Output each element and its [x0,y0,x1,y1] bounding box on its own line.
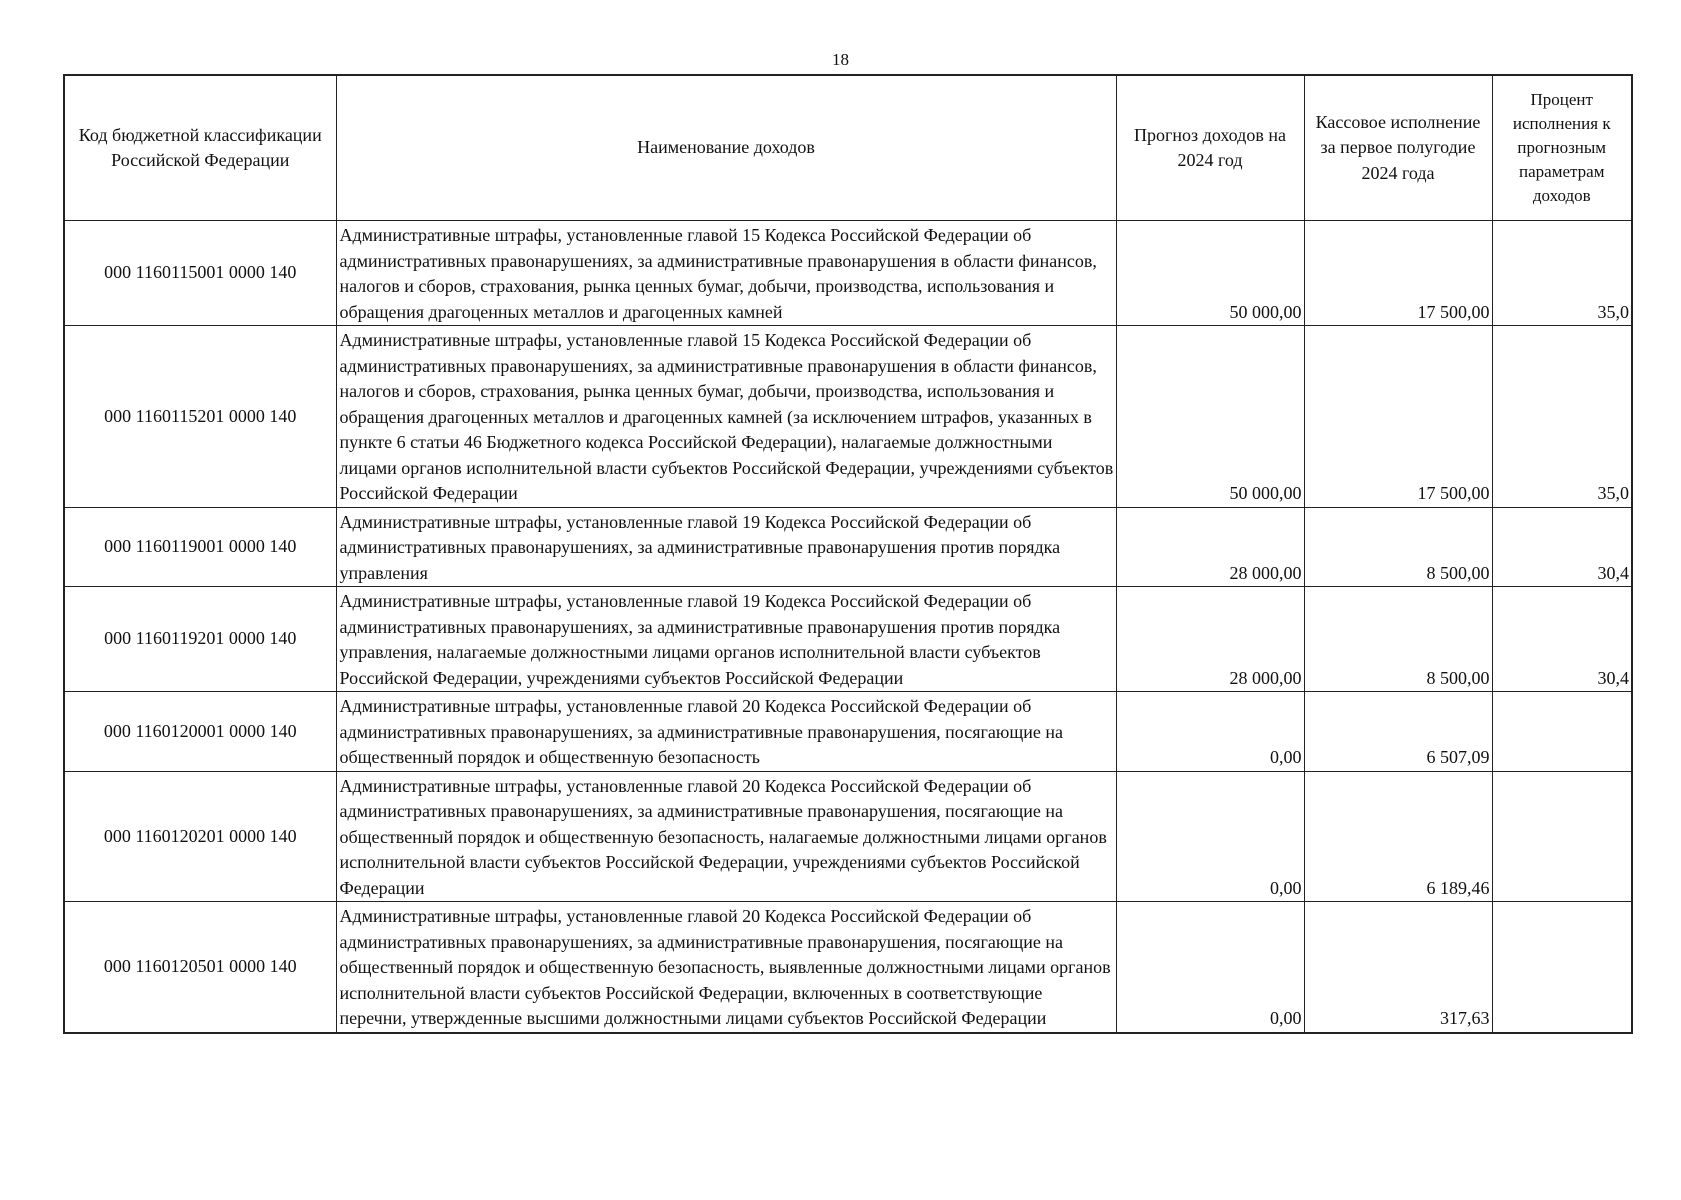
row-code: 000 1160115201 0000 140 [64,326,336,508]
header-name: Наименование доходов [336,75,1116,221]
row-code: 000 1160119001 0000 140 [64,507,336,587]
row-execution: 17 500,00 [1304,326,1492,508]
header-percent: Процент исполнения к прогнозным параметрам доходов [1492,75,1632,221]
header-code: Код бюджетной классификации Российской Федерации [64,75,336,221]
table-row [64,692,1632,772]
row-percent: 30,4 [1492,587,1632,692]
row-name: Административные штрафы, установленные главой 20 Кодекса Российской Федерации об административных правонарушениях, за административные правонарушения, посягающие на общественный порядок и общественную безопасность [336,692,1116,772]
row-name: Административные штрафы, установленные главой 19 Кодекса Российской Федерации об административных правонарушениях, за административные правонарушения против порядка управления [336,507,1116,587]
row-execution: 8 500,00 [1304,507,1492,587]
page-number: 18 [832,50,849,69]
row-code: 000 1160115001 0000 140 [64,221,336,326]
row-name: Административные штрафы, установленные главой 15 Кодекса Российской Федерации об административных правонарушениях, за административные правонарушения в области финансов, налогов и сборов, страхования, рынка ценных бумаг, добычи, производства, использования и обращения драгоценных металлов и драгоценных камней [336,221,1116,326]
row-percent [1492,692,1632,772]
row-percent: 30,4 [1492,507,1632,587]
row-percent: 35,0 [1492,221,1632,326]
table-row [64,902,1632,1033]
row-code: 000 1160120501 0000 140 [64,902,336,1033]
header-execution: Кассовое исполнение за первое полугодие 2024 года [1304,75,1492,221]
row-execution: 6 507,09 [1304,692,1492,772]
row-forecast: 0,00 [1116,902,1304,1033]
row-forecast: 50 000,00 [1116,221,1304,326]
row-forecast: 28 000,00 [1116,587,1304,692]
row-percent [1492,771,1632,902]
table-header-row [64,75,1632,221]
table-row [64,771,1632,902]
row-name: Административные штрафы, установленные главой 19 Кодекса Российской Федерации об административных правонарушениях, за административные правонарушения против порядка управления, налагаемые должностными лицами органов исполнительной власти субъектов Российской Федерации, учреждениями субъектов Российской Федерации [336,587,1116,692]
row-execution: 17 500,00 [1304,221,1492,326]
row-name: Административные штрафы, установленные главой 15 Кодекса Российской Федерации об административных правонарушениях, за административные правонарушения в области финансов, налогов и сборов, страхования, рынка ценных бумаг, добычи, производства, использования и обращения драгоценных металлов и драгоценных камней (за исключением штрафов, указанных в пункте 6 статьи 46 Бюджетного кодекса Российской Федерации), налагаемые должностными лицами органов исполнительной власти субъектов Российской Федерации, учреждениями субъектов Российской Федерации [336,326,1116,508]
row-code: 000 1160120201 0000 140 [64,771,336,902]
row-code: 000 1160119201 0000 140 [64,587,336,692]
row-forecast: 28 000,00 [1116,507,1304,587]
header-forecast: Прогноз доходов на 2024 год [1116,75,1304,221]
table-row [64,507,1632,587]
revenue-table [63,74,1633,1034]
row-execution: 6 189,46 [1304,771,1492,902]
row-name: Административные штрафы, установленные главой 20 Кодекса Российской Федерации об административных правонарушениях, за административные правонарушения, посягающие на общественный порядок и общественную безопасность, выявленные должностными лицами органов исполнительной власти субъектов Российской Федерации, включенных в соответствующие перечни, утвержденные высшими должностными лицами субъектов Российской Федерации [336,902,1116,1033]
row-forecast: 0,00 [1116,771,1304,902]
table-row [64,587,1632,692]
row-forecast: 0,00 [1116,692,1304,772]
table-row [64,326,1632,508]
row-execution: 8 500,00 [1304,587,1492,692]
table-row [64,221,1632,326]
row-code: 000 1160120001 0000 140 [64,692,336,772]
row-name: Административные штрафы, установленные главой 20 Кодекса Российской Федерации об административных правонарушениях, за административные правонарушения, посягающие на общественный порядок и общественную безопасность, налагаемые должностными лицами органов исполнительной власти субъектов Российской Федерации, учреждениями субъектов Российской Федерации [336,771,1116,902]
row-execution: 317,63 [1304,902,1492,1033]
row-percent [1492,902,1632,1033]
row-percent: 35,0 [1492,326,1632,508]
row-forecast: 50 000,00 [1116,326,1304,508]
